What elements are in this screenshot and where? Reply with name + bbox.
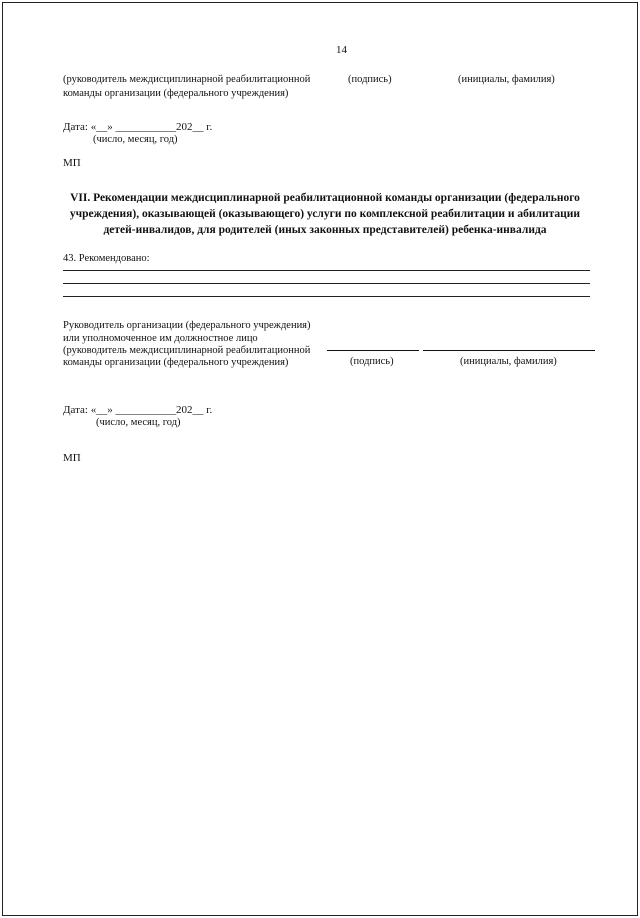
name-underline [423, 350, 595, 351]
signer-line-1: Руководитель организации (федерального учреждения) [63, 320, 311, 331]
date-caption-1: (число, месяц, год) [93, 134, 178, 145]
fill-line-1 [63, 270, 590, 271]
signature-underline [327, 350, 419, 351]
stamp-mark-1: МП [63, 157, 81, 169]
section-heading-line-1: VII. Рекомендации междисциплинарной реабилитационной команды организации (федерального [70, 192, 580, 204]
section-heading-line-3: детей-инвалидов, для родителей (иных законных представителей) ребенка-инвалида [103, 224, 547, 236]
signer-line-2: или уполномоченное им должностное лицо [63, 333, 258, 344]
stamp-mark-2: МП [63, 452, 81, 464]
bottom-signature-label: (подпись) [350, 356, 394, 367]
section-heading [40, 190, 610, 238]
date-line-2: Дата: «__» ___________202__ г. [63, 404, 213, 416]
date-caption-2: (число, месяц, год) [96, 417, 181, 428]
top-role-line-2: команды организации (федерального учреждения) [63, 88, 289, 99]
item-43-label: 43. Рекомендовано: [63, 253, 150, 264]
date-line-1: Дата: «__» ___________202__ г. [63, 121, 213, 133]
page-number: 14 [336, 44, 347, 56]
bottom-name-label: (инициалы, фамилия) [460, 356, 557, 367]
fill-line-3 [63, 296, 590, 297]
top-name-label: (инициалы, фамилия) [458, 74, 555, 85]
signer-line-4: команды организации (федерального учреждения) [63, 357, 289, 368]
top-signature-label: (подпись) [348, 74, 392, 85]
fill-line-2 [63, 283, 590, 284]
section-heading-line-2: учреждения), оказывающей (оказывающего) услуги по комплексной реабилитации и абилитации [69, 208, 581, 220]
signer-line-3: (руководитель междисциплинарной реабилитационной [63, 345, 311, 356]
top-role-line-1: (руководитель междисциплинарной реабилитационной [63, 74, 311, 85]
